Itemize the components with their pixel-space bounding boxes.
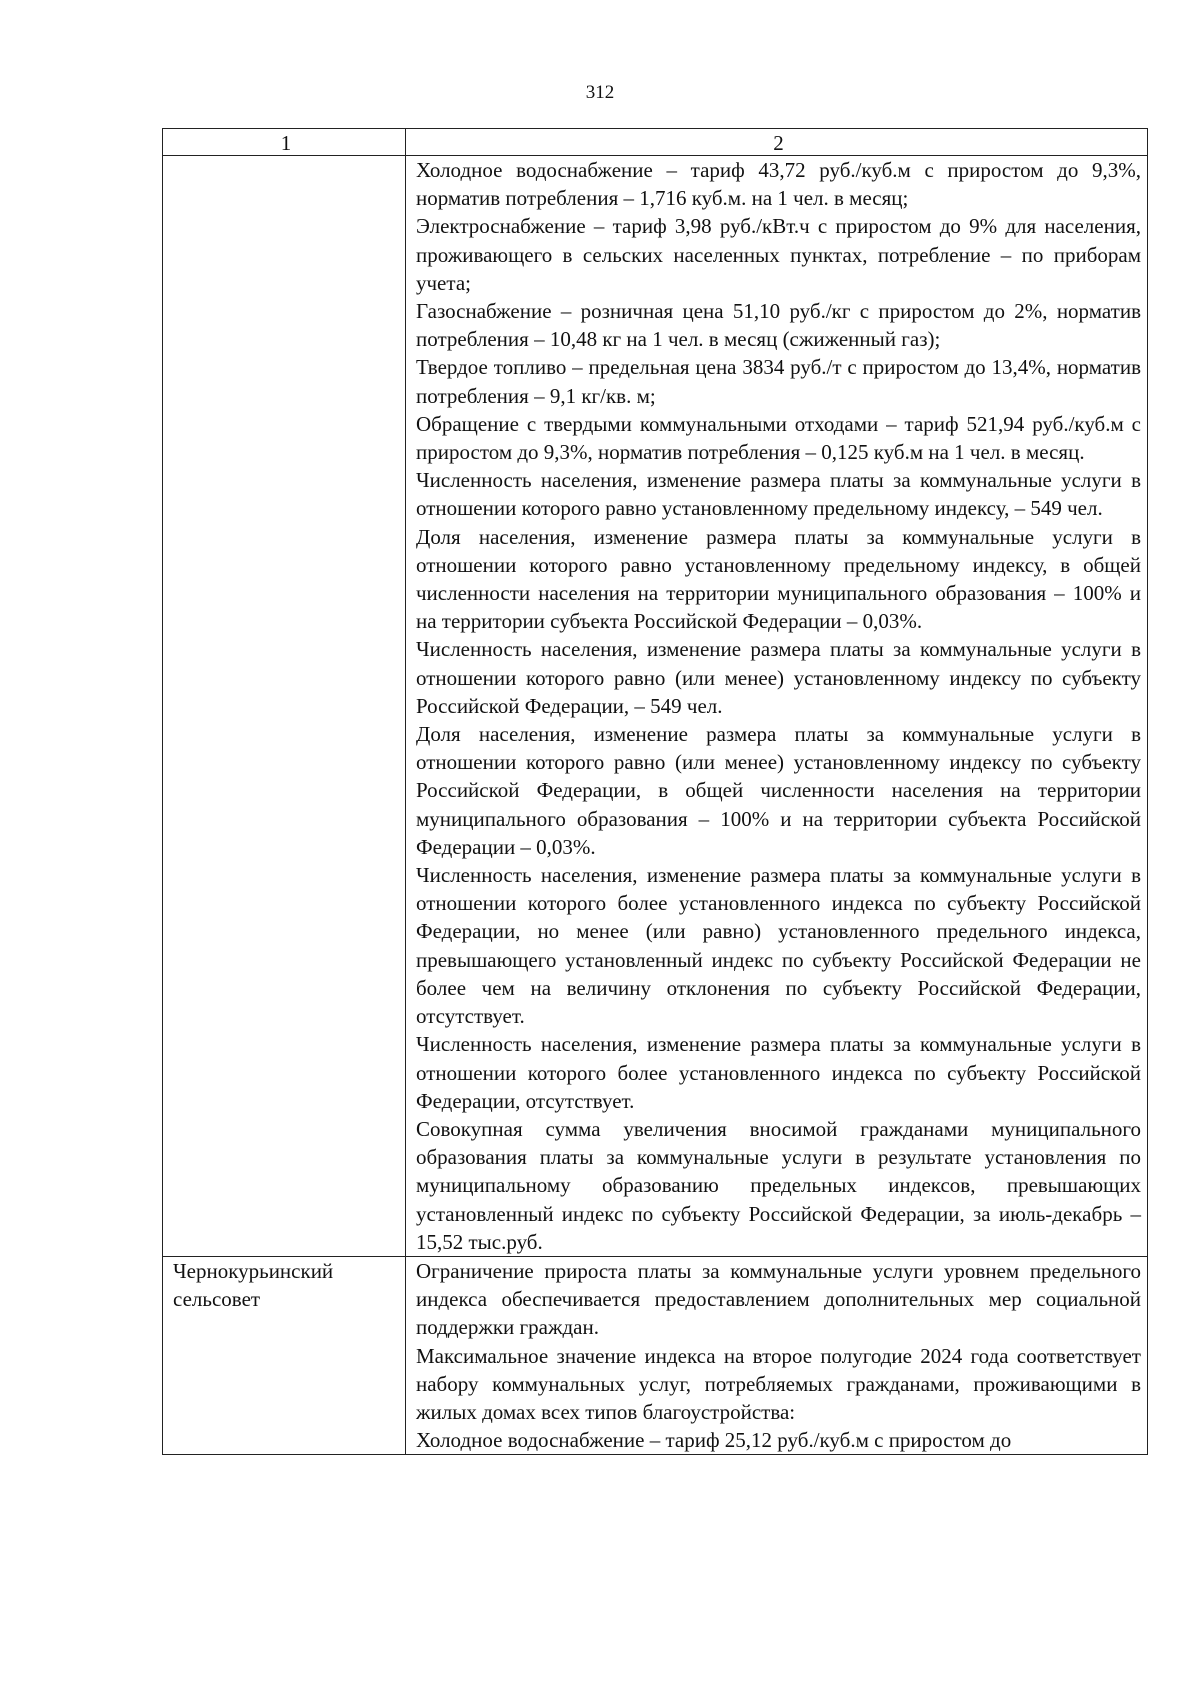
paragraph: Электроснабжение – тариф 3,98 руб./кВт.ч с приростом до 9% для населения, проживающего в сельских населенных пунктах, потребление – по приборам учета; bbox=[416, 214, 1141, 295]
paragraph: Максимальное значение индекса на второе полугодие 2024 года соответствует набору коммунальных услуг, потребляемых гражданами, проживающими в жилых домах всех типов благоустройства: bbox=[416, 1343, 1141, 1424]
column-header-2: 2 bbox=[406, 129, 1148, 156]
description-cell bbox=[406, 1256, 1148, 1454]
page-number: 312 bbox=[585, 82, 615, 103]
paragraph: Доля населения, изменение размера платы за коммунальные услуги в отношении которого равно установленному предельному индексу, в общей численности населения на территории муниципального образования – 100% и на территории субъекта Российской Федерации – 0,03%. bbox=[416, 524, 1141, 634]
column-header-1: 1 bbox=[163, 129, 406, 156]
description-cell bbox=[406, 156, 1148, 1257]
table-header-row bbox=[163, 129, 1148, 156]
paragraph: Обращение с твердыми коммунальными отходами – тариф 521,94 руб./куб.м с приростом до 9,3%, норматив потребления – 0,125 куб.м на 1 чел. в месяц. bbox=[416, 411, 1141, 465]
municipality-cell: Чернокурьинский сельсовет bbox=[163, 1256, 406, 1454]
table-row bbox=[163, 1256, 1148, 1454]
paragraph: Ограничение прироста платы за коммунальные услуги уровнем предельного индекса обеспечивается предоставлением дополнительных мер социальной поддержки граждан. bbox=[416, 1258, 1141, 1340]
paragraph: Холодное водоснабжение – тариф 25,12 руб./куб.м с приростом до bbox=[416, 1428, 1012, 1453]
tariff-table bbox=[162, 128, 1148, 1455]
paragraph: Твердое топливо – предельная цена 3834 руб./т с приростом до 13,4%, норматив потребления – 9,1 кг/кв. м; bbox=[416, 355, 1141, 408]
municipality-cell bbox=[163, 156, 406, 1257]
paragraph: Доля населения, изменение размера платы за коммунальные услуги в отношении которого равно (или менее) установленному индексу по субъекту Российской Федерации, в общей численности населения на территории муниципального образования – 100% и на территории субъекта Российской Федерации – 0,03%. bbox=[416, 722, 1141, 859]
paragraph: Холодное водоснабжение – тариф 43,72 руб./куб.м с приростом до 9,3%, норматив потребления – 1,716 куб.м. на 1 чел. в месяц; bbox=[416, 158, 1141, 211]
paragraph: Численность населения, изменение размера платы за коммунальные услуги в отношении которого равно (или менее) установленному индексу по субъекту Российской Федерации, – 549 чел. bbox=[416, 637, 1141, 718]
paragraph: Численность населения, изменение размера платы за коммунальные услуги в отношении которого более установленного индекса по субъекту Российской Федерации, но менее (или равно) установленного предельного индекса, превышающего установленный индекс по субъекту Российской Федерации не более чем на величину отклонения по субъекту Российской Федерации, отсутствует. bbox=[416, 863, 1141, 1029]
paragraph: Газоснабжение – розничная цена 51,10 руб./кг с приростом до 2%, норматив потребления – 10,48 кг на 1 чел. в месяц (сжиженный газ); bbox=[416, 299, 1141, 352]
table-row bbox=[163, 156, 1148, 1257]
paragraph: Численность населения, изменение размера платы за коммунальные услуги в отношении которого равно установленному предельному индексу, – 549 чел. bbox=[416, 468, 1141, 521]
paragraph: Численность населения, изменение размера платы за коммунальные услуги в отношении которого более установленного индекса по субъекту Российской Федерации, отсутствует. bbox=[416, 1032, 1141, 1113]
paragraph: Совокупная сумма увеличения вносимой гражданами муниципального образования платы за коммунальные услуги в результате установления по муниципальному образованию предельных индексов, превышающих установленный индекс по субъекту Российской Федерации, за июль-декабрь – 15,52 тыс.руб. bbox=[416, 1116, 1141, 1254]
